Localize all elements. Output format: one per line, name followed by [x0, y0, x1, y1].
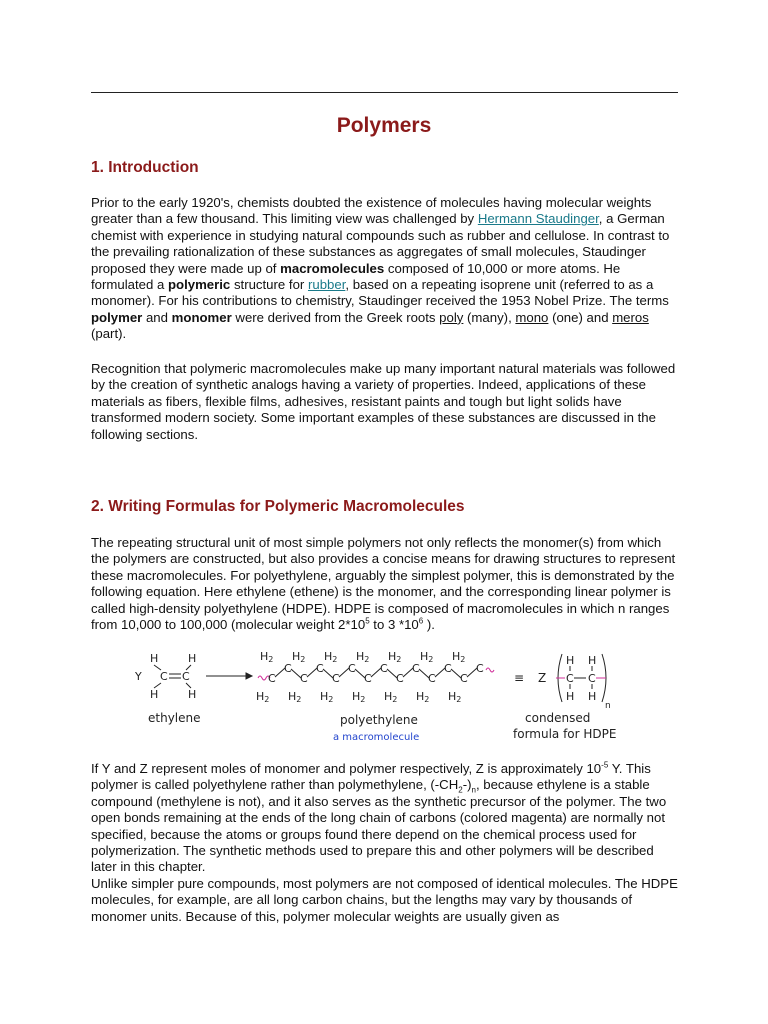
formula-for-hdpe-label: formula for HDPE: [513, 727, 617, 741]
ethylene-h-bottom-left: H: [150, 688, 159, 701]
chain-carbon: C: [412, 662, 420, 675]
condensed-h-bottom-right: H: [588, 690, 597, 703]
text-run: , because ethylene is a stable compound (methylene is not), and it also serves as the synthetic precursor of the polymer. The two open bonds remaining at the ends of the long chain of carbons (colored magenta) are normally not specified, because the atoms or groups found there depend on the chemical process used for polymerization. The synthetic methods used to prepare this and other polymers will be described later in this chapter.: [91, 777, 667, 875]
text-run: structure for: [230, 277, 308, 293]
chain-h2-bottom: H2: [352, 690, 366, 704]
condensed-h-bottom-left: H: [566, 690, 575, 703]
text-run: composed of 10,000 or more atoms. He formulated a: [91, 260, 621, 293]
text-run: Prior to the early 1920's, chemists doubted the existence of molecules having molecular weights greater than a few thousand. This limiting view was challenged by: [91, 195, 652, 227]
chain-h2-top: H2: [260, 650, 274, 664]
chain-carbon: C: [396, 672, 404, 685]
chain-carbon: C: [316, 662, 324, 675]
formulas-paragraph-2: [91, 761, 681, 876]
chain-carbon: C: [428, 672, 436, 685]
text-run: , a German chemist with experience in studying natural compounds such as rubber and cellulose. In contrast to the prevailing rationalization of these substances as aggregates of small molecules, Staudinger proposed they were made up of: [91, 211, 670, 276]
text-run: Y. This polymer is called polyethylene rather than polymethylene, (-CH: [91, 761, 651, 793]
chain-h2-bottom: H2: [448, 690, 462, 704]
chain-carbon: C: [268, 672, 276, 685]
equation-svg: [110, 648, 670, 748]
bold-term-macromolecules: macromolecules: [280, 260, 385, 276]
top-rule: [91, 92, 678, 93]
text-run: were derived from the Greek roots: [231, 309, 440, 325]
equivalent-sign: ≡: [514, 671, 525, 685]
macromolecule-label: a macromolecule: [333, 732, 420, 743]
chain-carbon: C: [332, 672, 340, 685]
chain-carbon: C: [444, 662, 452, 675]
exponent: 6: [418, 616, 424, 626]
repeat-count-n: n: [605, 701, 611, 711]
intro-paragraph-1: [91, 195, 681, 343]
chain-carbon: C: [348, 662, 356, 675]
polyethylene-label: polyethylene: [340, 713, 418, 727]
open-bond-right: [486, 668, 494, 672]
bold-term-polymer: polymer: [91, 309, 143, 325]
polyethylene-equation-diagram: [110, 648, 670, 748]
text-run: (part).: [91, 326, 127, 342]
condensed-label: condensed: [525, 711, 591, 725]
chain-h2-bottom: H2: [288, 690, 302, 704]
polymer-moles-z: Z: [538, 671, 547, 685]
condensed-carbon-right: C: [588, 672, 596, 685]
chain-carbon: C: [476, 662, 484, 675]
chain-h2-bottom: H2: [416, 690, 430, 704]
formulas-paragraph-1: [91, 535, 681, 633]
text-run: The repeating structural unit of most simple polymers not only reflects the monomer(s) from which the polymers are constructed, but also provides a concise means for drawing structures to represent these macromolecules. For polyethylene, arguably the simplest polymer, this is demonstrated by the following equation. Here ethylene (ethene) is the monomer, and the corresponding linear polymer is called high-density polyethylene (HDPE). HDPE is composed of macromolecules in which n ranges from 10,000 to 100,000 (molecular weight 2*10: [91, 535, 676, 633]
hermann-staudinger-link[interactable]: Hermann Staudinger: [477, 211, 599, 227]
chain-h2-top: H2: [452, 650, 466, 664]
text-run: (one) and: [548, 309, 613, 325]
condensed-h-top-right: H: [588, 654, 597, 667]
chain-carbon: C: [284, 662, 292, 675]
chain-carbon: C: [380, 662, 388, 675]
ethylene-label: ethylene: [148, 711, 201, 725]
ethylene-h-top-left: H: [150, 652, 159, 665]
exponent: -5: [601, 760, 609, 770]
condensed-h-top-left: H: [566, 654, 575, 667]
text-run: ).: [423, 617, 435, 633]
chain-h2-top: H2: [356, 650, 370, 664]
reaction-arrow-head: [246, 673, 252, 679]
text-run: to 3 *10: [369, 617, 419, 633]
rubber-link[interactable]: rubber: [307, 277, 346, 293]
chain-h2-bottom: H2: [320, 690, 334, 704]
subscript: n: [471, 786, 476, 796]
page-title: Polymers: [336, 114, 432, 137]
condensed-carbon-left: C: [566, 672, 574, 685]
chain-h2-top: H2: [324, 650, 338, 664]
chain-carbon: C: [364, 672, 372, 685]
ethylene-carbon-left: C: [160, 670, 168, 683]
bond-h-c: [154, 665, 161, 670]
intro-paragraph-2: Recognition that polymeric macromolecules make up many important natural materials was followed by the creation of synthetic analogs having a variety of properties. Indeed, applications of these materials as fibers, flexible films, adhesives, resistant paints and tough but light solids have transformed modern society. Some important examples of these substances are discussed in the following sections.: [91, 361, 676, 442]
ethylene-h-bottom-right: H: [188, 688, 197, 701]
chain-carbon: C: [300, 672, 308, 685]
text-run: (many),: [463, 309, 516, 325]
text-run: -): [462, 777, 472, 793]
section-heading-introduction: 1. Introduction: [91, 159, 199, 176]
text-run: and: [142, 309, 172, 325]
subscript: 2: [458, 786, 463, 796]
chain-h2-bottom: H2: [256, 690, 270, 704]
bold-term-monomer: monomer: [171, 309, 232, 325]
greek-root-meros: meros: [612, 309, 649, 325]
exponent: 5: [365, 616, 370, 626]
monomer-moles-y: Y: [135, 670, 142, 683]
chain-h2-top: H2: [420, 650, 434, 664]
chain-h2-top: H2: [292, 650, 306, 664]
formulas-paragraph-3: Unlike simpler pure compounds, most polymers are not composed of identical molecules. The HDPE molecules, for example, are all long carbon chains, but the lengths may vary by thousands of monomer units. Because of this, polymer molecular weights are usually given as: [91, 876, 678, 924]
text-run: , based on a repeating isoprene unit (referred to as a monomer). For his contributions to chemistry, Staudinger received the 1953 Nobel Prize. The terms: [91, 277, 669, 309]
ethylene-h-top-right: H: [188, 652, 197, 665]
text-run: If Y and Z represent moles of monomer and polymer respectively, Z is approximately 10: [91, 761, 602, 776]
ethylene-carbon-right: C: [182, 670, 190, 683]
greek-root-poly: poly: [439, 309, 464, 325]
section-heading-writing-formulas: 2. Writing Formulas for Polymeric Macromolecules: [91, 498, 465, 515]
chain-h2-bottom: H2: [384, 690, 398, 704]
chain-carbon: C: [460, 672, 468, 685]
chain-h2-top: H2: [388, 650, 402, 664]
bold-term-polymeric: polymeric: [167, 277, 231, 293]
greek-root-mono: mono: [515, 309, 549, 325]
